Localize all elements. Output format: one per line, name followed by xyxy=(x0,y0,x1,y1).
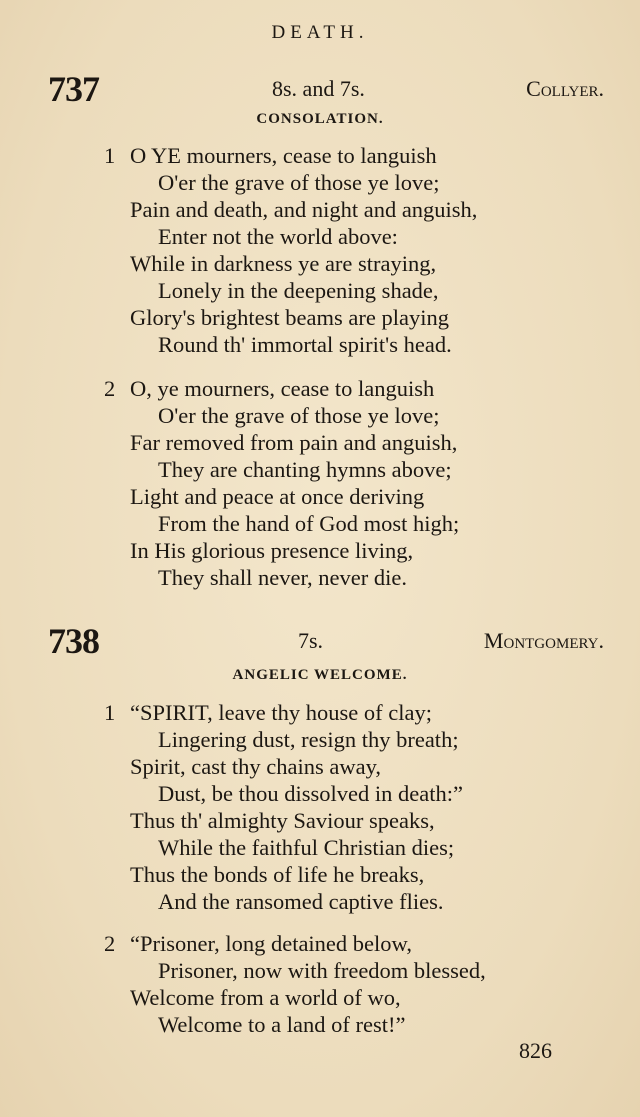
verse-line: Light and peace at once deriving xyxy=(130,484,425,509)
stanza xyxy=(104,142,477,358)
hymn-title: CONSOLATION. xyxy=(256,111,384,127)
verse-line: O'er the grave of those ye love; xyxy=(158,403,440,428)
verse-line: Thus th' almighty Saviour speaks, xyxy=(130,808,435,833)
verse-line: From the hand of God most high; xyxy=(158,511,460,536)
verse-line: “SPIRIT, leave thy house of clay; xyxy=(130,700,433,725)
hymn-meter: 8s. and 7s. xyxy=(272,76,365,101)
stanza-number: 1 xyxy=(104,700,116,725)
stanza xyxy=(104,375,459,591)
stanza-number: 1 xyxy=(104,143,116,168)
hymn-title: ANGELIC WELCOME. xyxy=(232,667,408,683)
hymn-author: Collyer. xyxy=(526,76,604,101)
verse-line: Thus the bonds of life he breaks, xyxy=(130,862,425,887)
hymn-number: 738 xyxy=(48,621,99,661)
verse-line: O, ye mourners, cease to languish xyxy=(130,376,435,401)
verse-line: They are chanting hymns above; xyxy=(158,457,452,482)
verse-line: Round th' immortal spirit's head. xyxy=(158,332,452,357)
stanza-number: 2 xyxy=(104,376,116,401)
verse-line: Spirit, cast thy chains away, xyxy=(130,754,381,779)
verse-line: Far removed from pain and anguish, xyxy=(130,430,458,455)
verse-line: Pain and death, and night and anguish, xyxy=(130,197,478,222)
verse-line: “Prisoner, long detained below, xyxy=(130,931,412,956)
verse-line: Dust, be thou dissolved in death:” xyxy=(158,781,463,806)
verse-line: Welcome to a land of rest!” xyxy=(158,1012,406,1037)
stanza xyxy=(104,930,486,1038)
hymn-author: Montgomery. xyxy=(483,628,604,653)
stanza-number: 2 xyxy=(104,931,116,956)
verse-line: Glory's brightest beams are playing xyxy=(130,305,449,330)
page-number: 826 xyxy=(519,1038,552,1063)
verse-line: While in darkness ye are straying, xyxy=(130,251,437,276)
stanza xyxy=(104,699,463,915)
verse-line: Welcome from a world of wo, xyxy=(130,985,401,1010)
verse-line: And the ransomed captive flies. xyxy=(158,889,444,914)
verse-line: In His glorious presence living, xyxy=(130,538,414,563)
verse-line: O YE mourners, cease to languish xyxy=(130,143,437,168)
verse-line: Lingering dust, resign thy breath; xyxy=(158,727,459,752)
verse-line: Prisoner, now with freedom blessed, xyxy=(158,958,486,983)
verse-line: They shall never, never die. xyxy=(158,565,407,590)
verse-line: O'er the grave of those ye love; xyxy=(158,170,440,195)
hymn-meter: 7s. xyxy=(298,628,324,653)
running-head: DEATH. xyxy=(271,22,369,43)
hymn-number: 737 xyxy=(48,69,99,109)
verse-line: Lonely in the deepening shade, xyxy=(158,278,439,303)
verse-line: While the faithful Christian dies; xyxy=(158,835,455,860)
verse-line: Enter not the world above: xyxy=(158,224,398,249)
